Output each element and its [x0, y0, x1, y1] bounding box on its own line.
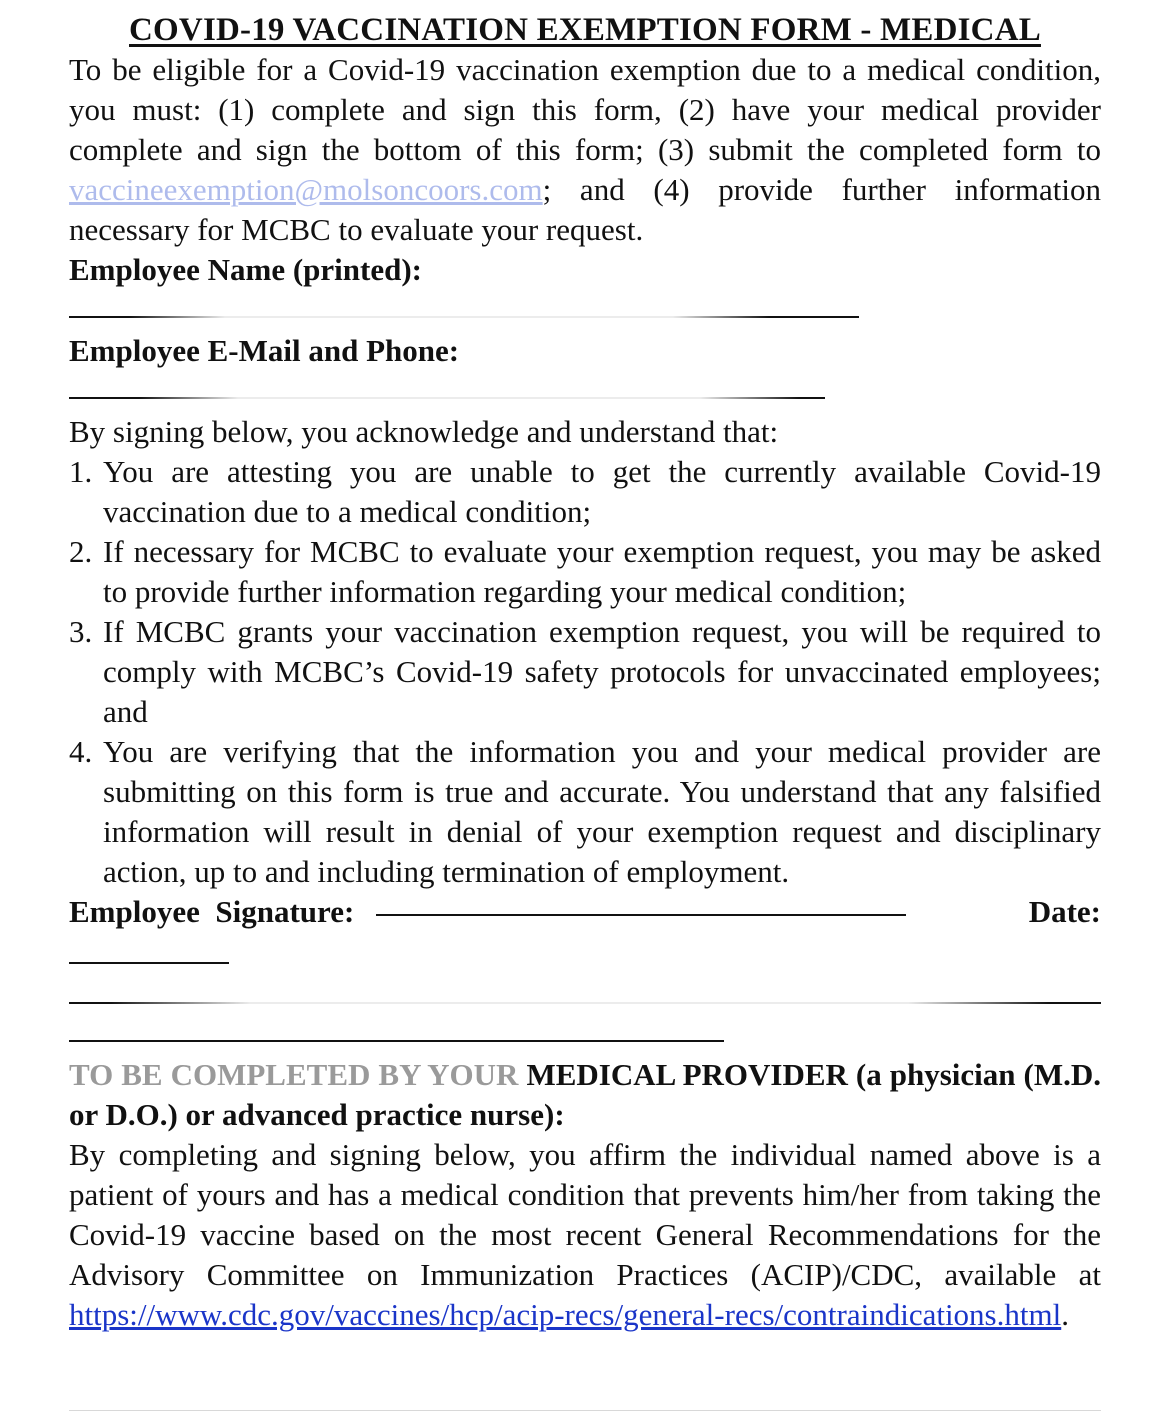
acknowledge-list	[69, 452, 1101, 892]
employee-signature-field[interactable]	[376, 913, 906, 916]
provider-paragraph	[69, 1135, 1101, 1335]
employee-name-field[interactable]	[69, 290, 1101, 331]
list-item-text: You are attesting you are unable to get the currently available Covid-19 vaccination due to a medical condition;	[103, 454, 1101, 529]
employee-contact-label: Employee E-Mail and Phone:	[69, 333, 460, 368]
employee-contact-field[interactable]	[69, 371, 1101, 412]
list-item-text: You are verifying that the information you and your medical provider are submitting on this form is true and accurate. You understand that any falsified information will result in denial of your exemption request and disciplinary action, up to and including termination of employment.	[103, 734, 1101, 889]
list-item	[69, 452, 1101, 532]
list-number: 1.	[69, 454, 93, 489]
cdc-link[interactable]: https://www.cdc.gov/vaccines/hcp/acip-recs/general-recs/contraindications.html	[69, 1297, 1062, 1332]
signature-row	[69, 892, 1101, 932]
intro-paragraph	[69, 50, 1101, 250]
exemption-email-link[interactable]: vaccineexemption@molsoncoors.com	[69, 172, 543, 207]
provider-end: .	[1061, 1297, 1069, 1332]
date-line	[69, 962, 229, 964]
list-item-text: If MCBC grants your vaccination exemption request, you will be required to comply with MCBC’s Covid-19 safety protocols for unvaccinated employees; and	[103, 614, 1101, 729]
signature-date-area[interactable]	[69, 932, 1101, 1047]
form-title: COVID-19 VACCINATION EXEMPTION FORM - MEDICAL	[129, 12, 1041, 48]
list-number: 2.	[69, 534, 93, 569]
list-number: 4.	[69, 734, 93, 769]
list-item	[69, 532, 1101, 612]
provider-heading	[69, 1055, 1101, 1135]
acknowledge-lead: By signing below, you acknowledge and understand that:	[69, 414, 779, 449]
partial-line	[69, 1040, 724, 1042]
provider-heading-faded: TO BE COMPLETED BY YOUR	[69, 1057, 519, 1092]
intro-text: To be eligible for a Covid-19 vaccination exemption due to a medical condition, you must: (1) complete and sign this form, (2) have your medical provider complete and sign the bottom of this form; (3) submit the completed form to	[69, 52, 1101, 167]
exemption-form	[69, 10, 1101, 1335]
list-item-text: If necessary for MCBC to evaluate your exemption request, you may be asked to provide further information regarding your medical condition;	[103, 534, 1101, 609]
list-number: 3.	[69, 614, 93, 649]
intro-text-end: ; and (4) provide further information necessary for MCBC to evaluate your request.	[69, 172, 1101, 247]
redaction-smear	[109, 982, 1049, 1022]
provider-heading-text: MEDICAL PROVIDER (a physician (M.D. or D.O.) or advanced practice nurse):	[69, 1057, 1101, 1132]
redaction-smear	[129, 300, 769, 330]
provider-body: By completing and signing below, you affirm the individual named above is a patient of yours and has a medical condition that prevents him/her from taking the Covid-19 vaccine based on the most recent General Recommendations for the Advisory Committee on Immunization Practices (ACIP)/CDC, available at	[69, 1137, 1101, 1292]
list-item	[69, 732, 1101, 892]
date-label: Date:	[1028, 894, 1101, 929]
employee-name-label: Employee Name (printed):	[69, 252, 422, 287]
redaction-smear	[139, 381, 799, 411]
employee-signature-label: Employee Signature:	[69, 894, 355, 929]
list-item	[69, 612, 1101, 732]
bottom-divider	[69, 1410, 1101, 1411]
